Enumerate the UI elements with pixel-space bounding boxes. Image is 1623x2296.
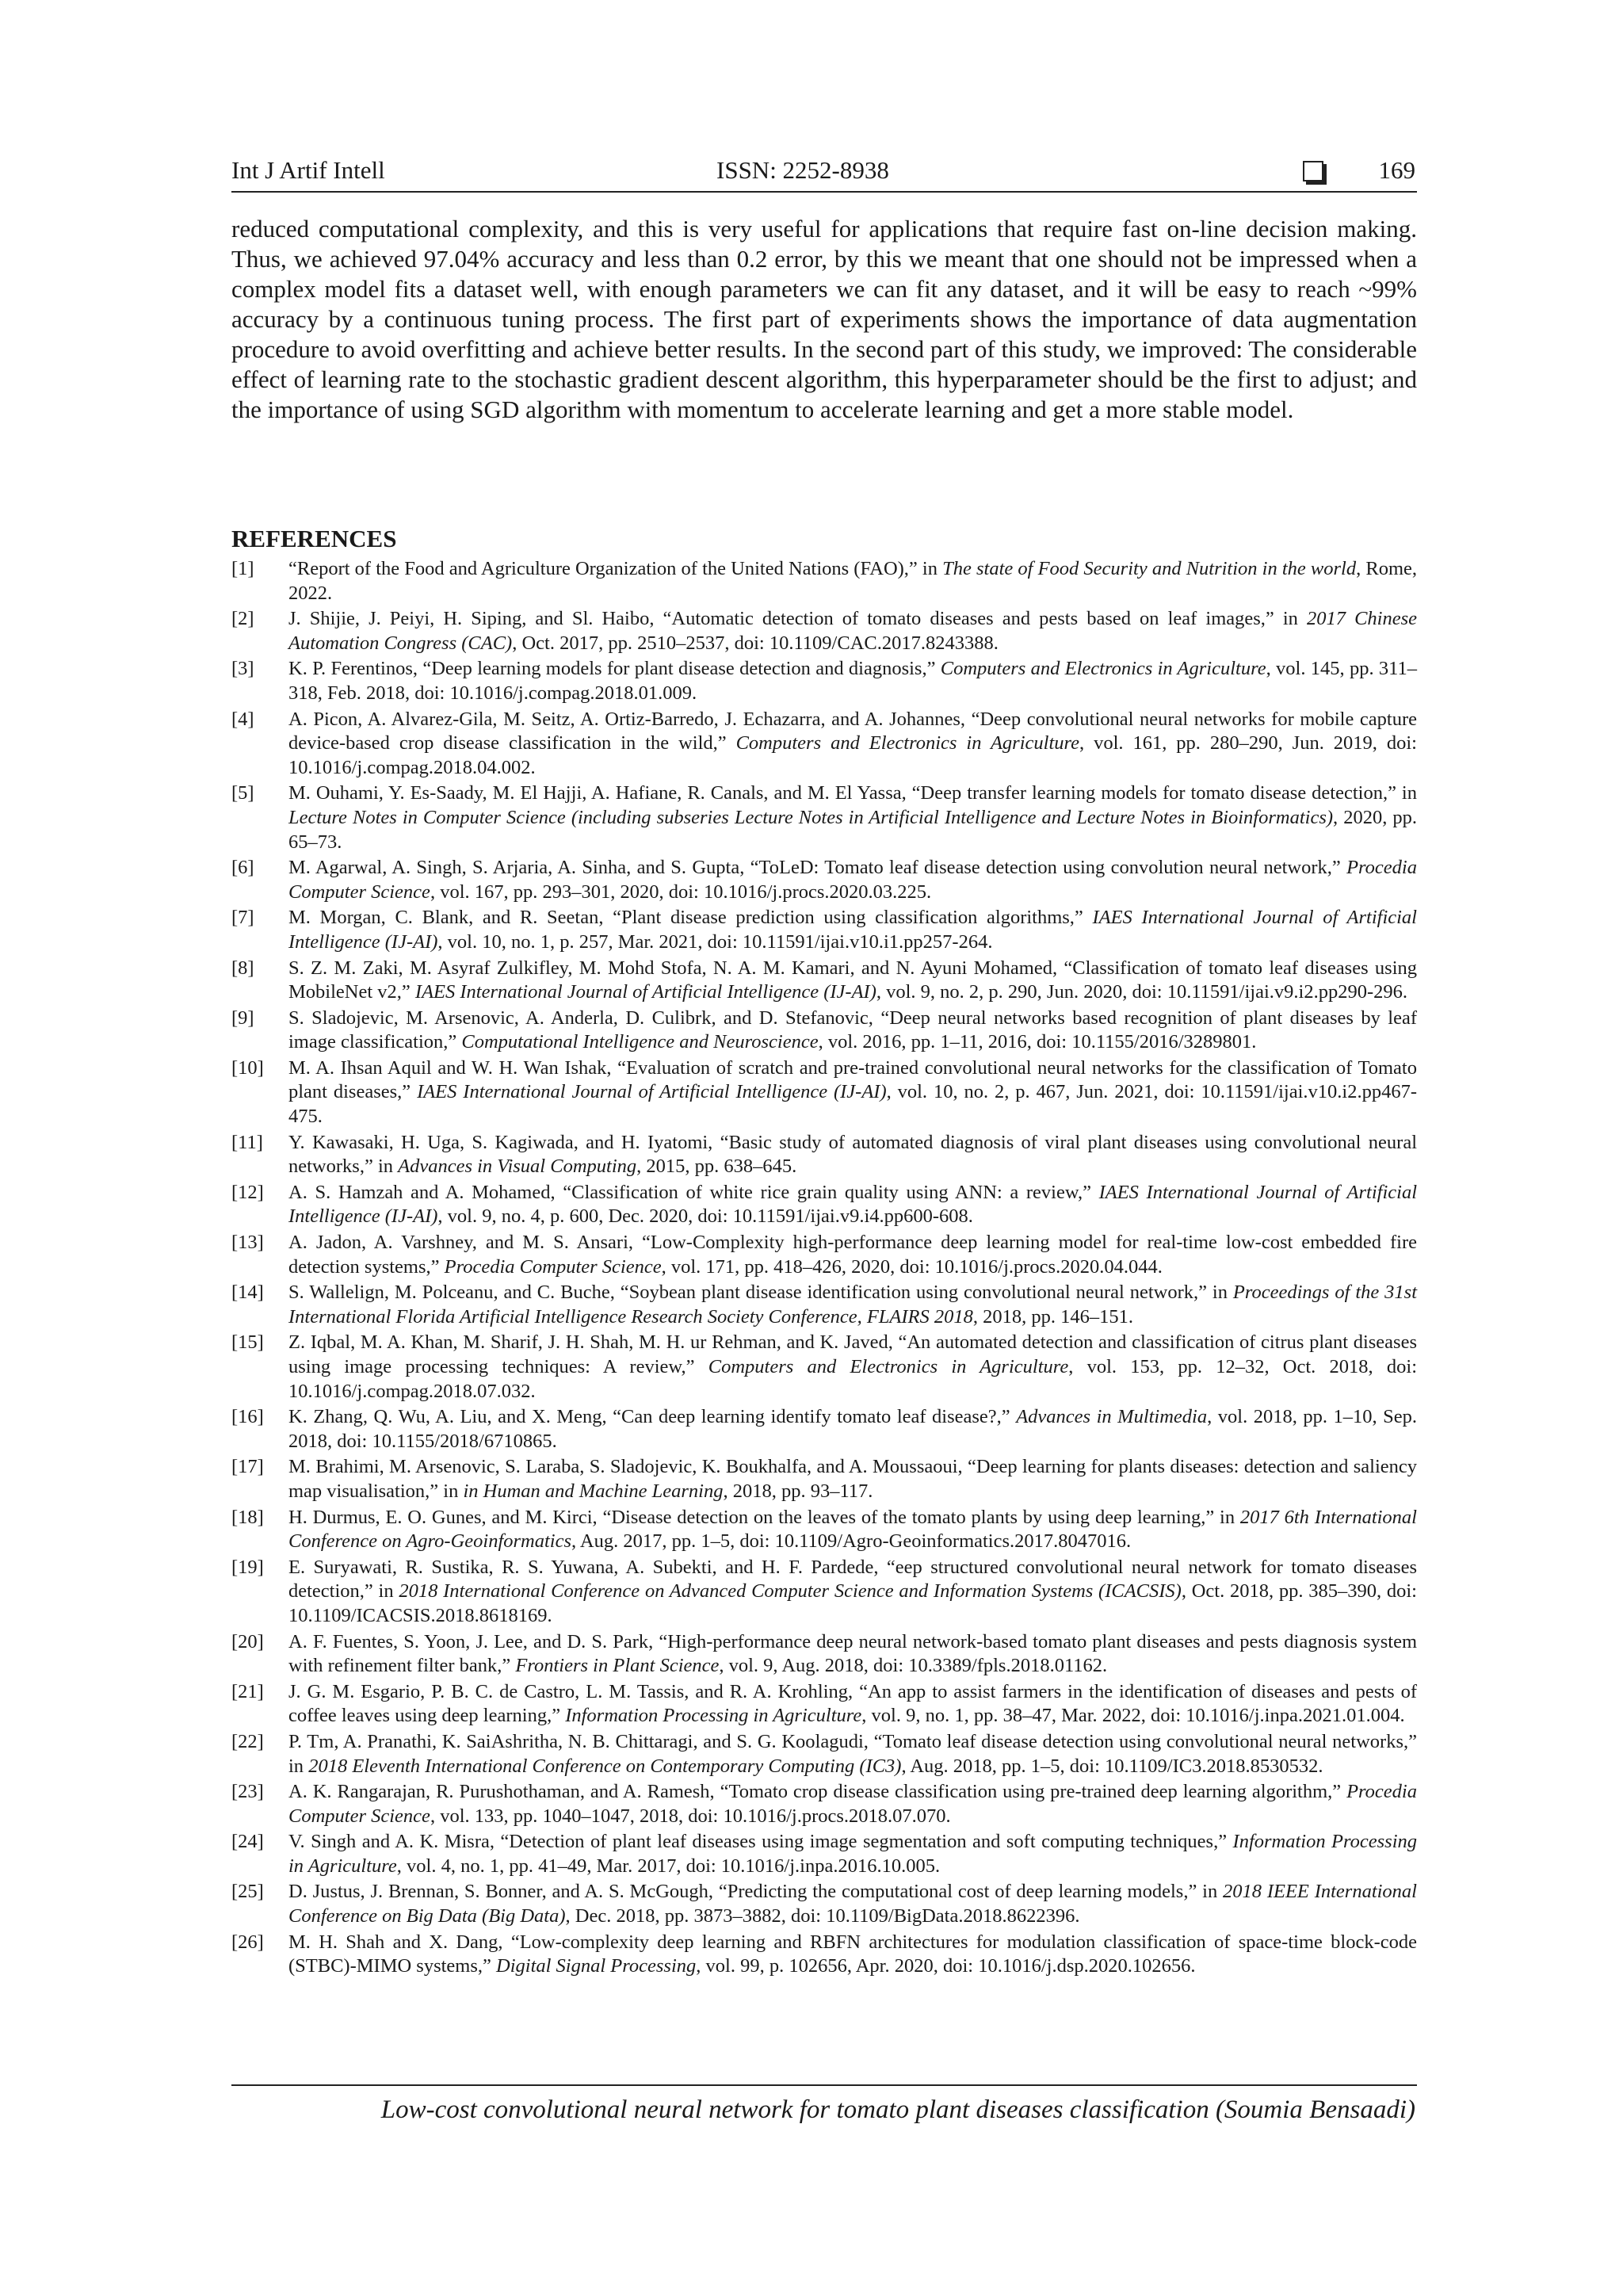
page-header — [231, 153, 1417, 193]
reference-item — [231, 708, 1417, 781]
reference-number: [14] — [231, 1282, 264, 1304]
reference-venue: Procedia Computer Science — [288, 1781, 1417, 1827]
reference-text — [288, 1506, 1417, 1554]
reference-item — [231, 856, 1417, 904]
reference-venue: IAES International Journal of Artificial Intelligence (IJ-AI) — [414, 981, 876, 1003]
reference-segment: , vol. 9, no. 2, p. 290, Jun. 2020, doi: 10.11591/ijai.v9.i2.pp290-296. — [876, 981, 1407, 1003]
reference-venue: 2018 Eleventh International Conference on Contemporary Computing (IC3) — [308, 1755, 902, 1777]
reference-segment: , vol. 10, no. 2, p. 467, Jun. 2021, doi: 10.11591/ijai.v10.i2.pp467-475. — [288, 1081, 1417, 1128]
reference-segment: K. P. Ferentinos, “Deep learning models for plant disease detection and diagnosis,” — [288, 658, 941, 680]
reference-venue: IAES International Journal of Artificial Intelligence (IJ-AI) — [417, 1081, 887, 1103]
reference-segment: , 2015, pp. 638–645. — [636, 1156, 797, 1178]
reference-segment: “Report of the Food and Agriculture Organization of the United Nations (FAO),” in — [288, 558, 943, 579]
reference-number: [11] — [231, 1131, 263, 1153]
reference-segment: , vol. 167, pp. 293–301, 2020, doi: 10.1016/j.procs.2020.03.225. — [430, 881, 932, 903]
reference-segment: , Aug. 2017, pp. 1–5, doi: 10.1109/Agro-Geoinformatics.2017.8047016. — [571, 1530, 1132, 1553]
reference-venue: Computers and Electronics in Agriculture — [708, 1356, 1069, 1377]
reference-segment: , vol. 9, Aug. 2018, doi: 10.3389/fpls.2018.01162. — [719, 1655, 1108, 1677]
reference-segment: M. H. Shah and X. Dang, “Low-complexity deep learning and RBFN architectures for modulation classification of space-time block-code (STBC)-MIMO systems,” — [288, 1931, 1417, 1977]
reference-segment: M. Brahimi, M. Arsenovic, S. Laraba, S. Sladojevic, K. Boukhalfa, and A. Moussaoui, “Deep learning for plants diseases: detection and saliency map visualisation,” in — [288, 1456, 1417, 1502]
reference-number: [16] — [231, 1406, 264, 1428]
reference-segment: A. F. Fuentes, S. Yoon, J. Lee, and D. S. Park, “High-performance deep neural network-based tomato plant diseases and pests diagnosis system with refinement filter bank,” — [288, 1630, 1417, 1677]
reference-text — [288, 1630, 1417, 1679]
reference-text — [288, 1007, 1417, 1055]
reference-number: [23] — [231, 1781, 264, 1803]
reference-text — [288, 957, 1417, 1005]
reference-segment: S. Wallelign, M. Polceanu, and C. Buche, “Soybean plant disease identification using convolutional neural network,” in — [288, 1282, 1233, 1304]
page-number: 169 — [1378, 156, 1415, 184]
reference-text — [288, 1880, 1417, 1928]
reference-venue: IAES International Journal of Artificial Intelligence (IJ-AI) — [288, 1181, 1417, 1228]
reference-venue: Computers and Electronics in Agriculture — [735, 732, 1079, 755]
reference-venue: Procedia Computer Science — [444, 1255, 662, 1278]
reference-venue: Advances in Multimedia — [1016, 1406, 1208, 1428]
reference-number: [26] — [231, 1931, 264, 1953]
reference-segment: A. Picon, A. Alvarez-Gila, M. Seitz, A. Ortiz-Barredo, J. Echazarra, and A. Johannes, “Deep convolutional neural networks for mobile capture device-based crop disease classification in the wild,” — [288, 708, 1417, 755]
reference-segment: , 2018, pp. 93–117. — [723, 1480, 873, 1502]
reference-item — [231, 1455, 1417, 1503]
reference-venue: IAES International Journal of Artificial Intelligence (IJ-AI) — [288, 907, 1417, 953]
running-title: Low-cost convolutional neural network for tomato plant diseases classification (Soumia Bensaadi) — [380, 2095, 1415, 2124]
reference-item — [231, 557, 1417, 606]
journal-name: Int J Artif Intell — [231, 156, 385, 184]
reference-segment: H. Durmus, E. O. Gunes, and M. Kirci, “Disease detection on the leaves of the tomato plants by using deep learning,” in — [288, 1506, 1240, 1528]
reference-segment: V. Singh and A. K. Misra, “Detection of plant leaf diseases using image segmentation and soft computing techniques,” — [288, 1831, 1233, 1853]
reference-segment: Z. Iqbal, M. A. Khan, M. Sharif, J. H. Shah, M. H. ur Rehman, and K. Javed, “An automated detection and classification of citrus plant diseases using image processing techniques: A review,” — [288, 1331, 1417, 1377]
reference-venue: Digital Signal Processing — [496, 1955, 697, 1977]
reference-number: [5] — [231, 782, 254, 804]
reference-text — [288, 708, 1417, 781]
reference-number: [25] — [231, 1881, 264, 1903]
reference-number: [20] — [231, 1630, 264, 1652]
issn-label: ISSN: 2252-8938 — [716, 156, 889, 184]
reference-number: [3] — [231, 658, 254, 680]
reference-item — [231, 657, 1417, 705]
reference-venue: Computational Intelligence and Neuroscience — [461, 1031, 819, 1053]
reference-segment: , Aug. 2018, pp. 1–5, doi: 10.1109/IC3.2018.8530532. — [901, 1755, 1323, 1777]
reference-segment: M. Agarwal, A. Singh, S. Arjaria, A. Sinha, and S. Gupta, “ToLeD: Tomato leaf disease detection using convolution neural network,” — [288, 857, 1347, 879]
reference-segment: , vol. 2018, pp. 1–10, Sep. 2018, doi: 10.1155/2018/6710865. — [288, 1406, 1418, 1452]
reference-segment: , Oct. 2018, pp. 385–390, doi: 10.1109/ICACSIS.2018.8618169. — [288, 1580, 1417, 1626]
reference-segment: J. Shijie, J. Peiyi, H. Siping, and Sl. Haibo, “Automatic detection of tomato diseases and pests based on leaf images,” in — [288, 608, 1307, 630]
square-icon — [1303, 161, 1323, 181]
reference-venue: Proceedings of the 31st International Florida Artificial Intelligence Research Society Conference, FLAIRS 2018 — [288, 1282, 1417, 1328]
reference-text — [288, 1231, 1417, 1279]
reference-item — [231, 607, 1417, 655]
reference-number: [7] — [231, 907, 254, 929]
reference-segment: S. Z. M. Zaki, M. Asyraf Zulkifley, M. Mohd Stofa, N. A. M. Kamari, and N. Ayuni Mohamed, “Classification of tomato leaf diseases using MobileNet v2,” — [288, 957, 1417, 1003]
reference-venue: The state of Food Security and Nutrition in the world — [942, 558, 1357, 579]
reference-number: [19] — [231, 1556, 264, 1578]
reference-number: [2] — [231, 608, 254, 630]
reference-number: [13] — [231, 1232, 264, 1254]
reference-text — [288, 906, 1417, 954]
reference-segment: , vol. 9, no. 4, p. 600, Dec. 2020, doi: 10.11591/ijai.v9.i4.pp600-608. — [437, 1205, 973, 1228]
reference-item — [231, 1131, 1417, 1179]
reference-segment: , Oct. 2017, pp. 2510–2537, doi: 10.1109/CAC.2017.8243388. — [512, 632, 999, 654]
reference-text — [288, 607, 1417, 655]
reference-segment: , Rome, 2022. — [288, 558, 1418, 604]
reference-segment: S. Sladojevic, M. Arsenovic, A. Anderla, D. Culibrk, and D. Stefanovic, “Deep neural networks based recognition of plant diseases by leaf image classification,” — [288, 1007, 1417, 1053]
reference-segment: Y. Kawasaki, H. Uga, S. Kagiwada, and H. Iyatomi, “Basic study of automated diagnosis of viral plant diseases using convolutional neural networks,” in — [288, 1131, 1417, 1178]
reference-item — [231, 1405, 1417, 1454]
reference-number: [21] — [231, 1680, 264, 1702]
reference-item — [231, 1680, 1417, 1729]
reference-text — [288, 1680, 1417, 1729]
reference-text — [288, 1830, 1417, 1878]
reference-text — [288, 781, 1417, 854]
reference-item — [231, 781, 1417, 854]
reference-segment: P. Tm, A. Pranathi, K. SaiAshritha, N. B. Chittaragi, and S. G. Koolagudi, “Tomato leaf disease detection using convolutional neural networks,” in — [288, 1730, 1417, 1777]
reference-segment: , vol. 10, no. 1, p. 257, Mar. 2021, doi: 10.11591/ijai.v10.i1.pp257-264. — [437, 930, 993, 953]
reference-text — [288, 1405, 1417, 1454]
reference-number: [24] — [231, 1831, 264, 1853]
reference-segment: A. Jadon, A. Varshney, and M. S. Ansari, “Low-Complexity high-performance deep learning model for real-time low-cost embedded fire detection systems,” — [288, 1232, 1417, 1278]
reference-text — [288, 1780, 1417, 1828]
reference-text — [288, 557, 1417, 606]
reference-item — [231, 1556, 1417, 1629]
reference-item — [231, 1630, 1417, 1679]
reference-number: [9] — [231, 1007, 254, 1029]
reference-segment: , vol. 171, pp. 418–426, 2020, doi: 10.1016/j.procs.2020.04.044. — [661, 1255, 1163, 1278]
reference-segment: , 2020, pp. 65–73. — [288, 806, 1417, 853]
reference-text — [288, 1131, 1417, 1179]
reference-number: [10] — [231, 1056, 264, 1079]
reference-text — [288, 1455, 1417, 1503]
reference-number: [1] — [231, 558, 254, 579]
reference-venue: Procedia Computer Science — [288, 857, 1417, 903]
reference-text — [288, 1730, 1417, 1778]
reference-text — [288, 856, 1417, 904]
reference-item — [231, 1730, 1417, 1778]
reference-item — [231, 1056, 1417, 1129]
reference-segment: , vol. 161, pp. 280–290, Jun. 2019, doi: 10.1016/j.compag.2018.04.002. — [288, 732, 1417, 778]
reference-item — [231, 1181, 1417, 1229]
reference-item — [231, 1830, 1417, 1878]
reference-segment: , vol. 2016, pp. 1–11, 2016, doi: 10.1155/2016/3289801. — [818, 1031, 1257, 1053]
reference-segment: E. Suryawati, R. Sustika, R. S. Yuwana, A. Subekti, and H. F. Pardede, “eep structured convolutional neural network for tomato diseases detection,” in — [288, 1556, 1417, 1603]
reference-venue: 2018 International Conference on Advanced Computer Science and Information Systems (ICACSIS) — [399, 1580, 1182, 1603]
reference-segment: J. G. M. Esgario, P. B. C. de Castro, L. M. Tassis, and R. A. Krohling, “An app to assist farmers in the identification of diseases and pests of coffee leaves using deep learning,” — [288, 1680, 1417, 1727]
reference-venue: Lecture Notes in Computer Science (including subseries Lecture Notes in Artificial Intelligence and Lecture Notes in Bioinformatics) — [288, 806, 1334, 828]
references-heading: REFERENCES — [231, 525, 397, 552]
reference-number: [22] — [231, 1730, 264, 1752]
reference-number: [6] — [231, 857, 254, 879]
reference-item — [231, 1780, 1417, 1828]
reference-text — [288, 1181, 1417, 1229]
reference-text — [288, 1281, 1417, 1329]
reference-item — [231, 1231, 1417, 1279]
reference-item — [231, 1007, 1417, 1055]
reference-venue: Computers and Electronics in Agriculture — [940, 658, 1266, 680]
reference-segment: M. Ouhami, Y. Es-Saady, M. El Hajji, A. Hafiane, R. Canals, and M. El Yassa, “Deep transfer learning models for tomato disease detection,” in — [288, 782, 1417, 804]
reference-venue: Information Processing in Agriculture — [288, 1831, 1417, 1877]
reference-segment: M. A. Ihsan Aquil and W. H. Wan Ishak, “Evaluation of scratch and pre-trained convolutional neural networks for the classification of Tomato plant diseases,” — [288, 1056, 1417, 1103]
reference-text — [288, 1931, 1417, 1979]
reference-item — [231, 1281, 1417, 1329]
reference-item — [231, 1506, 1417, 1554]
reference-segment: A. K. Rangarajan, R. Purushothaman, and A. Ramesh, “Tomato crop disease classification using pre-trained deep learning algorithm,” — [288, 1781, 1347, 1803]
reference-venue: 2017 Chinese Automation Congress (CAC) — [288, 608, 1417, 654]
reference-list — [231, 557, 1417, 1981]
reference-text — [288, 1556, 1417, 1629]
reference-segment: A. S. Hamzah and A. Mohamed, “Classification of white rice grain quality using ANN: a review,” — [288, 1181, 1099, 1203]
reference-venue: in Human and Machine Learning — [463, 1480, 724, 1502]
reference-item — [231, 1880, 1417, 1928]
reference-item — [231, 906, 1417, 954]
reference-segment: , Dec. 2018, pp. 3873–3882, doi: 10.1109/BigData.2018.8622396. — [565, 1905, 1080, 1927]
reference-number: [8] — [231, 957, 254, 979]
reference-segment: , vol. 153, pp. 12–32, Oct. 2018, doi: 10.1016/j.compag.2018.07.032. — [288, 1356, 1417, 1402]
reference-venue: Advances in Visual Computing — [398, 1156, 637, 1178]
reference-segment: , vol. 4, no. 1, pp. 41–49, Mar. 2017, doi: 10.1016/j.inpa.2016.10.005. — [396, 1855, 941, 1877]
reference-number: [18] — [231, 1506, 264, 1528]
reference-item — [231, 1931, 1417, 1979]
reference-number: [15] — [231, 1331, 264, 1354]
reference-segment: M. Morgan, C. Blank, and R. Seetan, “Plant disease prediction using classification algorithms,” — [288, 907, 1093, 929]
reference-segment: , vol. 133, pp. 1040–1047, 2018, doi: 10.1016/j.procs.2018.07.070. — [430, 1805, 951, 1827]
reference-segment: , vol. 145, pp. 311–318, Feb. 2018, doi: 10.1016/j.compag.2018.01.009. — [288, 658, 1417, 704]
reference-text — [288, 1056, 1417, 1129]
reference-venue: 2018 IEEE International Conference on Big Data (Big Data) — [288, 1881, 1417, 1927]
reference-venue: 2017 6th International Conference on Agro-Geoinformatics — [288, 1506, 1417, 1553]
reference-item — [231, 1331, 1417, 1404]
reference-segment: D. Justus, J. Brennan, S. Bonner, and A. S. McGough, “Predicting the computational cost of deep learning models,” in — [288, 1881, 1224, 1903]
reference-segment: , vol. 99, p. 102656, Apr. 2020, doi: 10.1016/j.dsp.2020.102656. — [696, 1955, 1196, 1977]
reference-venue: Frontiers in Plant Science — [515, 1655, 720, 1677]
reference-text — [288, 657, 1417, 705]
reference-item — [231, 957, 1417, 1005]
reference-text — [288, 1331, 1417, 1404]
reference-number: [12] — [231, 1181, 264, 1203]
reference-number: [17] — [231, 1456, 264, 1478]
reference-segment: K. Zhang, Q. Wu, A. Liu, and X. Meng, “Can deep learning identify tomato leaf disease?,” — [288, 1406, 1017, 1428]
reference-segment: , 2018, pp. 146–151. — [972, 1305, 1134, 1328]
reference-number: [4] — [231, 708, 254, 730]
reference-venue: Information Processing in Agriculture — [565, 1705, 862, 1727]
reference-segment: , vol. 9, no. 1, pp. 38–47, Mar. 2022, doi: 10.1016/j.inpa.2021.01.004. — [861, 1705, 1405, 1727]
body-paragraph: reduced computational complexity, and this is very useful for applications that require fast on-line decision making. Thus, we achieved 97.04% accuracy and less than 0.2 error, by this we meant that one should not be impressed when a complex model fits a dataset well, with enough parameters we can fit any dataset, and it will be easy to reach ~99% accuracy by a continuous tuning process. The first part of experiments shows the importance of data augmentation procedure to avoid overfitting and achieve better results. In the second part of this study, we improved: The considerable effect of learning rate to the stochastic gradient descent algorithm, this hyperparameter should be the first to adjust; and the importance of using SGD algorithm with momentum to accelerate learning and get a more stable model. — [231, 215, 1417, 423]
page-footer — [231, 2084, 1417, 2124]
